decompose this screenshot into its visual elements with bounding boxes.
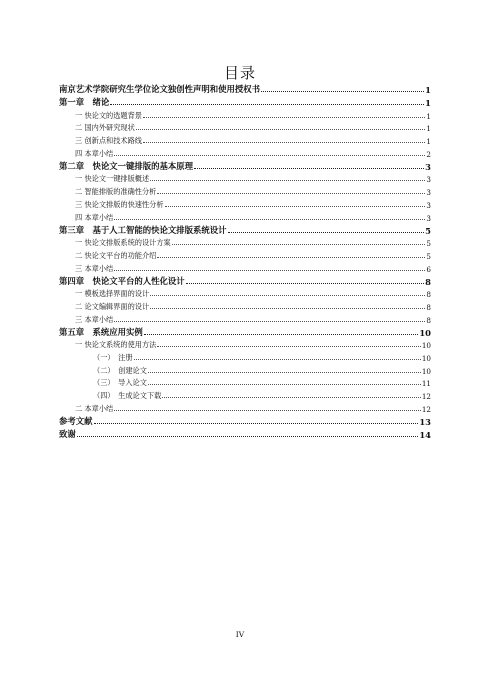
toc-entry[interactable]	[59, 401, 431, 414]
dot-leader	[150, 295, 425, 296]
toc-entry[interactable]	[59, 427, 431, 440]
toc-entry[interactable]	[59, 184, 431, 197]
dot-leader	[228, 232, 425, 233]
toc-entry-page-number: 3	[426, 188, 431, 198]
toc-entry-page-number: 8	[426, 315, 431, 325]
dot-leader	[110, 104, 424, 105]
toc-entry-page-number: 3	[426, 213, 431, 223]
dot-leader	[148, 372, 421, 373]
dot-leader	[143, 117, 425, 118]
toc-entry-page-number: 1	[425, 98, 431, 108]
toc-entry-page-number: 5	[426, 251, 431, 261]
toc-entry-label: 一 快论文一键排版概述	[75, 174, 150, 184]
toc-entry-page-number: 10	[421, 341, 431, 351]
dot-leader	[114, 410, 421, 411]
toc-entry-label: 致谢	[59, 428, 76, 439]
toc-entry[interactable]	[59, 312, 431, 325]
dot-leader	[134, 359, 421, 360]
toc-entry[interactable]	[59, 236, 431, 249]
toc-entry[interactable]	[59, 350, 431, 363]
toc-entry[interactable]	[59, 287, 431, 300]
toc-entry-label: 三 创新点和技术路线	[75, 136, 142, 146]
toc-entry[interactable]	[59, 210, 431, 223]
dot-leader	[157, 193, 425, 194]
toc-entry[interactable]	[59, 363, 431, 376]
dot-leader	[172, 244, 426, 245]
dot-leader	[94, 423, 419, 424]
toc-entry-label: 二 国内外研究现状	[75, 123, 135, 133]
toc-entry[interactable]	[59, 223, 431, 236]
toc-entry[interactable]	[59, 414, 431, 427]
toc-entry-label: （三） 导入论文	[93, 378, 147, 388]
toc-entry-label: 第五章 系统应用实例	[59, 326, 143, 337]
toc-entry-page-number: 8	[426, 290, 431, 300]
toc-entry[interactable]	[59, 325, 431, 338]
toc-entry-page-number: 8	[426, 302, 431, 312]
toc-entry-page-number: 3	[425, 161, 431, 172]
toc-entry[interactable]	[59, 146, 431, 159]
dot-leader	[114, 219, 425, 220]
toc-entry-label: 四 本章小结	[75, 148, 114, 158]
toc-entry-label: 三 快论文排版的快速性分析	[75, 199, 164, 209]
toc-entry-label: （四） 生成论文下载	[93, 391, 162, 401]
toc-entry-page-number: 1	[426, 124, 431, 134]
toc-entry-page-number: 2	[426, 149, 431, 159]
toc-entry-page-number: 12	[421, 404, 431, 414]
page-title: 目录	[223, 64, 256, 82]
toc-entry-page-number: 11	[421, 379, 431, 389]
toc-entry-label: 第二章 快论文一键排版的基本原理	[59, 160, 193, 171]
dot-leader	[143, 142, 425, 143]
toc-entry-label: 一 快论文系统的使用方法	[75, 340, 157, 350]
toc-entry-label: 第四章 快论文平台的人性化设计	[59, 275, 185, 286]
toc-entry-page-number: 3	[426, 200, 431, 210]
dot-leader	[144, 334, 419, 335]
toc-entry[interactable]	[59, 197, 431, 210]
dot-leader	[186, 283, 425, 284]
toc-entry-page-number: 10	[419, 327, 431, 338]
toc-entry-page-number: 6	[426, 264, 431, 274]
toc-entry-page-number: 1	[426, 111, 431, 121]
dot-leader	[157, 346, 420, 347]
toc-entry-label: 南京艺术学院研究生学位论文独创性声明和使用授权书	[59, 84, 260, 94]
dot-leader	[148, 384, 421, 385]
toc-entry-page-number: 3	[426, 175, 431, 185]
toc-entry[interactable]	[59, 299, 431, 312]
toc-entry-label: 第三章 基于人工智能的快论文排版系统设计	[59, 224, 227, 235]
toc-entry[interactable]	[59, 159, 431, 172]
toc-entry[interactable]	[59, 388, 431, 401]
dot-leader	[261, 91, 424, 92]
toc-entry-page-number: 1	[425, 85, 431, 95]
toc-entry-page-number: 10	[421, 366, 431, 376]
dot-leader	[77, 436, 419, 437]
toc-entry[interactable]	[59, 376, 431, 389]
dot-leader	[136, 129, 426, 130]
toc-entry-label: 一 模板选择界面的设计	[75, 289, 150, 299]
toc-entry-label: （二） 创建论文	[93, 365, 147, 375]
dot-leader	[114, 155, 425, 156]
toc-entry[interactable]	[59, 261, 431, 274]
toc-entry-label: 四 本章小结	[75, 212, 114, 222]
toc-entry[interactable]	[59, 274, 431, 287]
toc-entry-label: 二 快论文平台的功能介绍	[75, 250, 157, 260]
toc-entry-page-number: 8	[425, 276, 431, 287]
toc-entry[interactable]	[59, 172, 431, 185]
dot-leader	[162, 397, 421, 398]
toc-entry[interactable]	[59, 108, 431, 121]
toc-entry-page-number: 5	[425, 225, 431, 236]
toc-entry-label: 二 智能排版的准确性分析	[75, 187, 157, 197]
page-number: IV	[235, 630, 245, 639]
toc-entry-label: 参考文献	[59, 415, 93, 426]
toc-entry-page-number: 5	[426, 239, 431, 249]
toc-entry-page-number: 12	[421, 392, 431, 402]
toc-entry-page-number: 10	[421, 354, 431, 363]
table-of-contents	[59, 82, 431, 440]
toc-entry-label: 第一章 绪论	[59, 97, 110, 107]
toc-entry[interactable]	[59, 82, 431, 95]
toc-entry-label: 三 本章小结	[75, 314, 114, 324]
dot-leader	[150, 308, 425, 309]
dot-leader	[114, 321, 425, 322]
toc-entry-label: （一） 注册	[93, 353, 133, 362]
toc-entry-label: 二 论文编辑界面的设计	[75, 301, 150, 311]
toc-entry-page-number: 13	[419, 416, 431, 427]
toc-entry[interactable]	[59, 121, 431, 134]
toc-entry[interactable]	[59, 133, 431, 146]
toc-entry-page-number: 1	[426, 137, 431, 147]
dot-leader	[194, 168, 424, 169]
toc-entry-label: 一 快论文排版系统的设计方案	[75, 238, 171, 248]
toc-entry-label: 二 本章小结	[75, 403, 114, 413]
dot-leader	[157, 257, 425, 258]
toc-entry-label: 一 快论文的选题背景	[75, 110, 142, 120]
toc-entry-page-number: 14	[419, 429, 431, 440]
toc-entry-label: 三 本章小结	[75, 263, 114, 273]
toc-entry[interactable]	[59, 338, 431, 351]
dot-leader	[165, 206, 426, 207]
dot-leader	[150, 180, 425, 181]
toc-entry[interactable]	[59, 248, 431, 261]
dot-leader	[114, 270, 425, 271]
toc-entry[interactable]	[59, 95, 431, 108]
